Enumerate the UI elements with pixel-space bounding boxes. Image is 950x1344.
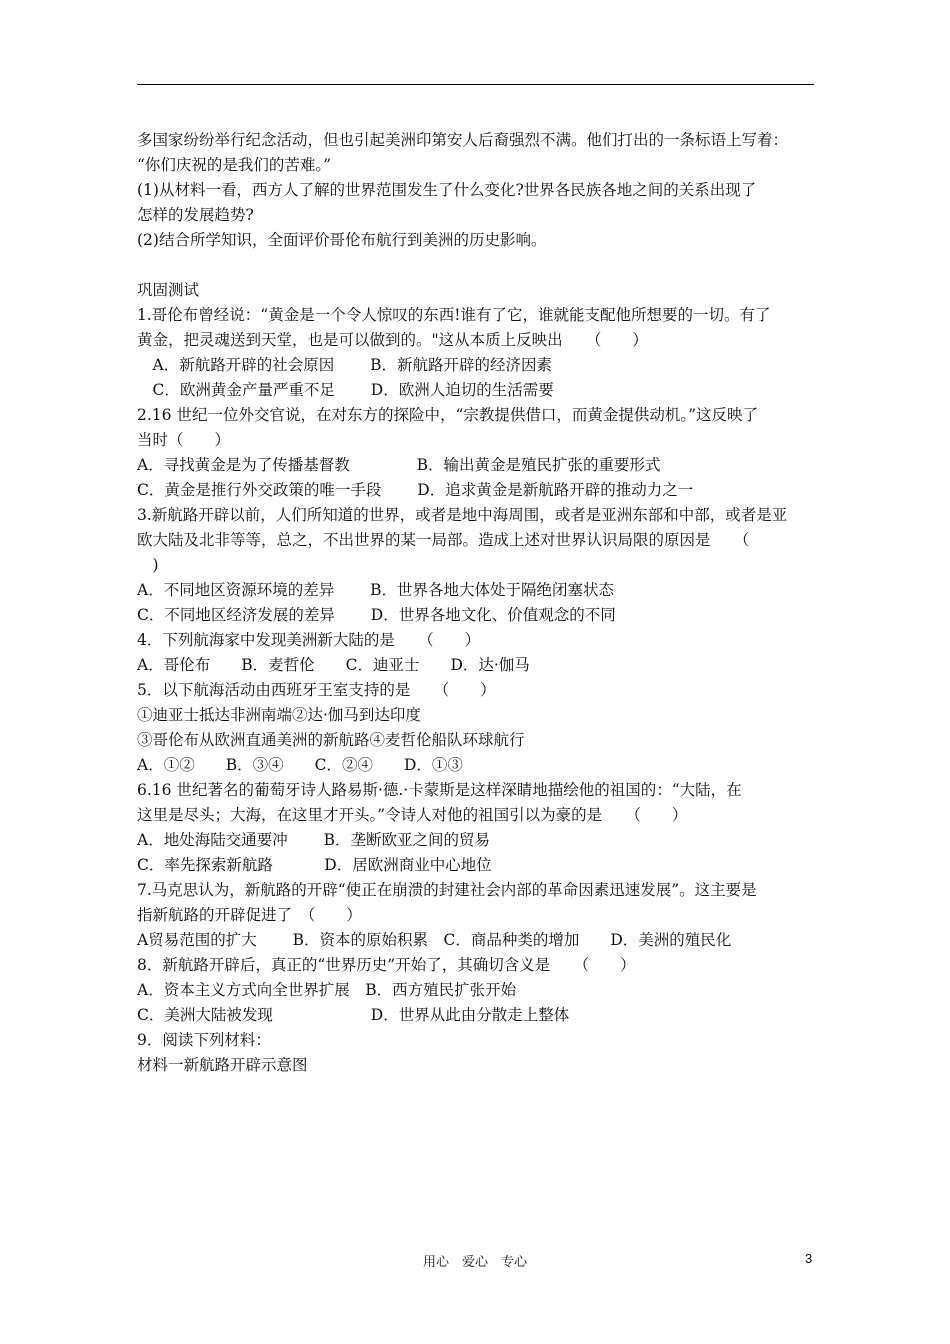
question-line: C．美洲大陆被发现 D．世界从此由分散走上整体 <box>137 1006 570 1024</box>
question-line: ) <box>137 556 159 574</box>
question-line: C．率先探索新航路 D．居欧洲商业中心地位 <box>137 856 492 874</box>
question-line: C．欧洲黄金产量严重不足 D．欧洲人迫切的生活需要 <box>137 381 554 399</box>
intro-line: (1)从材料一看，西方人了解的世界范围发生了什么变化?世界各民族各地之间的关系出现了 <box>137 181 757 199</box>
question-line: A．不同地区资源环境的差异 B．世界各地大体处于隔绝闭塞状态 <box>137 581 615 599</box>
question-line: A贸易范围的扩大 B．资本的原始积累 C．商品种类的增加 D．美洲的殖民化 <box>137 931 732 949</box>
intro-line: 怎样的发展趋势? <box>137 206 254 224</box>
question-line: 3.新航路开辟以前，人们所知道的世界，或者是地中海周围，或者是亚洲东部和中部，或者是亚 <box>137 506 788 524</box>
question-line: 当时（ ） <box>137 431 231 449</box>
question-line: C．不同地区经济发展的差异 D．世界各地文化、价值观念的不同 <box>137 606 616 624</box>
intro-line: (2)结合所学知识，全面评价哥伦布航行到美洲的历史影响。 <box>137 231 547 249</box>
question-line: A．地处海陆交通要冲 B．垄断欧亚之间的贸易 <box>137 831 491 849</box>
spacer <box>137 253 827 278</box>
page-number: 3 <box>805 1251 813 1266</box>
question-line: 2.16 世纪一位外交官说，在对东方的探险中，“宗教提供借口，而黄金提供动机。”这反映了 <box>137 406 759 424</box>
intro-paragraph <box>137 128 827 253</box>
question-line: A．哥伦布 B．麦哲伦 C．迪亚士 D．达·伽马 <box>137 656 530 674</box>
question-line: ③哥伦布从欧洲直通美洲的新航路④麦哲伦船队环球航行 <box>137 731 525 749</box>
footer-slogan: 用心 爱心 专心 <box>422 1255 527 1270</box>
document-body <box>137 128 827 1078</box>
intro-line: 多国家纷纷举行纪念活动，但也引起美洲印第安人后裔强烈不满。他们打出的一条标语上写着： <box>137 131 789 149</box>
question-line: 1.哥伦布曾经说：“黄金是一个令人惊叹的东西!谁有了它，谁就能支配他所想要的一切。有了 <box>137 306 771 324</box>
header-rule <box>137 84 814 85</box>
question-line: 指新航路的开辟促进了 （ ） <box>137 906 362 924</box>
question-line: A．资本主义方式向全世界扩展 B．西方殖民扩张开始 <box>137 981 517 999</box>
question-line: ①迪亚士抵达非洲南端②达·伽马到达印度 <box>137 706 421 724</box>
question-line: 5．以下航海活动由西班牙王室支持的是 （ ） <box>137 681 496 699</box>
question-line: 4．下列航海家中发现美洲新大陆的是 （ ） <box>137 631 481 649</box>
question-line: 6.16 世纪著名的葡萄牙诗人路易斯·德.·卡蒙斯是这样深睛地描绘他的祖国的：“大陆，在 <box>137 781 742 799</box>
question-line: 9．阅读下列材料： <box>137 1031 271 1049</box>
question-line: 材料一新航路开辟示意图 <box>137 1056 308 1074</box>
question-line: 欧大陆及北非等等，总之，不出世界的某一局部。造成上述对世界认识局限的原因是 （ <box>137 531 750 549</box>
question-line: 黄金，把灵魂送到天堂，也是可以做到的。"这从本质上反映出 （ ） <box>137 331 648 349</box>
question-line: A．新航路开辟的社会原因 B．新航路开辟的经济因素 <box>137 356 553 374</box>
question-line: 8．新航路开辟后，真正的“世界历史”开始了，其确切含义是 （ ） <box>137 956 636 974</box>
question-line: 这里是尽头；大海，在这里才开头。”令诗人对他的祖国引以为豪的是 （ ） <box>137 806 688 824</box>
question-list <box>137 303 827 1078</box>
intro-line: “你们庆祝的是我们的苦难。” <box>137 156 332 174</box>
question-line: A．①② B．③④ C．②④ D．①③ <box>137 756 463 774</box>
question-line: 7.马克思认为，新航路的开辟“使正在崩溃的封建社会内部的革命因素迅速发展”。这主要是 <box>137 881 757 899</box>
question-line: C．黄金是推行外交政策的唯一手段 D．追求黄金是新航路开辟的推动力之一 <box>137 481 694 499</box>
section-title: 巩固测试 <box>137 281 200 299</box>
question-line: A．寻找黄金是为了传播基督教 B．输出黄金是殖民扩张的重要形式 <box>137 456 661 474</box>
